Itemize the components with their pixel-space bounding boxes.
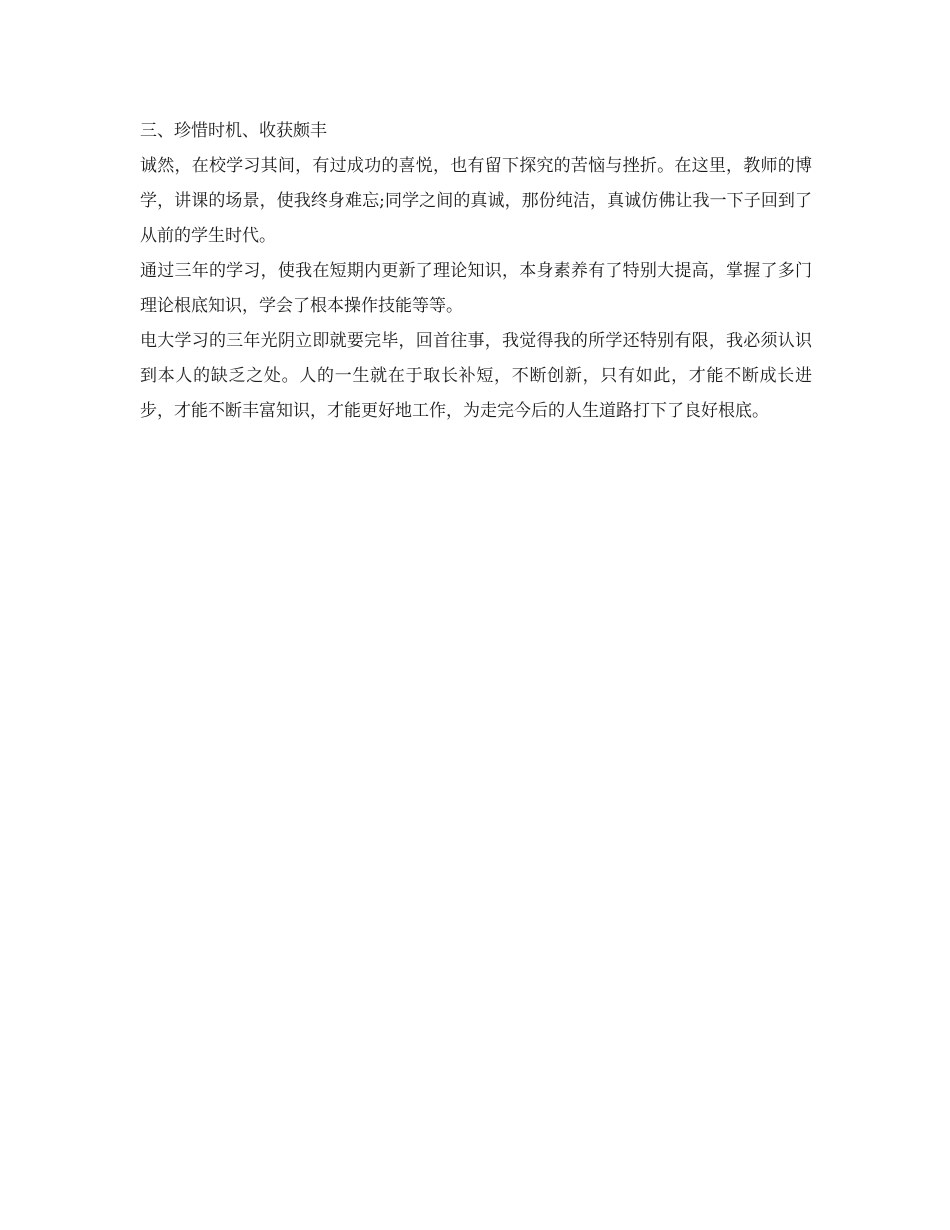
paragraph-2: 通过三年的学习，使我在短期内更新了理论知识，本身素养有了特别大提高，掌握了多门理论根底知识，学会了根本操作技能等等。 — [140, 261, 812, 316]
section-heading: 三、珍惜时机、收获颇丰 — [140, 121, 327, 141]
paragraph-1: 诚然，在校学习其间，有过成功的喜悦，也有留下探究的苦恼与挫折。在这里，教师的博学，讲课的场景，使我终身难忘;同学之间的真诚，那份纯洁，真诚仿佛让我一下子回到了从前的学生时代。 — [140, 156, 812, 246]
paragraph-3: 电大学习的三年光阴立即就要完毕，回首往事，我觉得我的所学还特别有限，我必须认识到本人的缺乏之处。人的一生就在于取长补短，不断创新，只有如此，才能不断成长进步，才能不断丰富知识，才能更好地工作，为走完今后的人生道路打下了良好根底。 — [140, 331, 812, 421]
document-body — [140, 114, 812, 429]
